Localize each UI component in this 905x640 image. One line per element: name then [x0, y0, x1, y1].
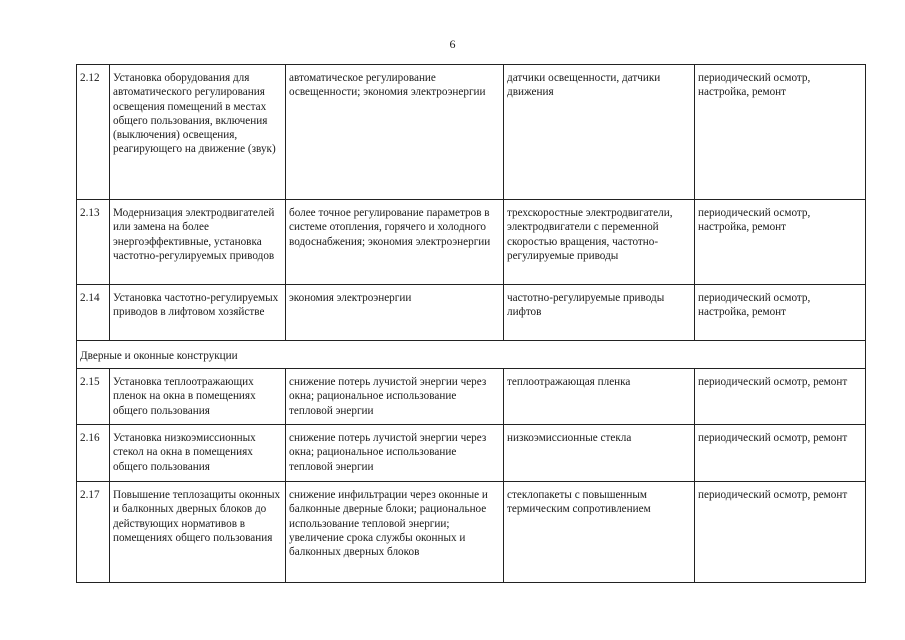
effect-cell: снижение потерь лучистой энергии через окна; рациональное использование тепловой энергии [286, 425, 504, 482]
equipment-cell: низкоэмиссионные стекла [504, 425, 695, 482]
service-cell: периодический осмотр, настройка, ремонт [695, 65, 866, 200]
measure-cell: Повышение теплозащиты оконных и балконных дверных блоков до действующих нормативов в помещениях общего пользования [110, 482, 286, 583]
measure-cell: Установка оборудования для автоматического регулирования освещения помещений в местах общего пользования, включения (выключения) освещения, реагирующего на движение (звук) [110, 65, 286, 200]
table-row [77, 65, 866, 200]
effect-cell: автоматическое регулирование освещенности; экономия электроэнергии [286, 65, 504, 200]
measures-table [76, 64, 866, 583]
measure-cell: Установка частотно-регулируемых приводов в лифтовом хозяйстве [110, 285, 286, 341]
row-number: 2.15 [77, 369, 110, 425]
effect-cell: снижение инфильтрации через оконные и балконные дверные блоки; рациональное использование тепловой энергии; увеличение срока службы оконных и балконных дверных блоков [286, 482, 504, 583]
service-cell: периодический осмотр, настройка, ремонт [695, 285, 866, 341]
service-cell: периодический осмотр, ремонт [695, 482, 866, 583]
equipment-cell: трехскоростные электродвигатели, электродвигатели с переменной скоростью вращения, частотно-регулируемые приводы [504, 200, 695, 285]
effect-cell: снижение потерь лучистой энергии через окна; рациональное использование тепловой энергии [286, 369, 504, 425]
table-row [77, 200, 866, 285]
row-number: 2.12 [77, 65, 110, 200]
effect-cell: экономия электроэнергии [286, 285, 504, 341]
service-cell: периодический осмотр, ремонт [695, 369, 866, 425]
service-cell: периодический осмотр, настройка, ремонт [695, 200, 866, 285]
table-row [77, 482, 866, 583]
row-number: 2.17 [77, 482, 110, 583]
effect-cell: более точное регулирование параметров в системе отопления, горячего и холодного водоснабжения; экономия электроэнергии [286, 200, 504, 285]
equipment-cell: теплоотражающая пленка [504, 369, 695, 425]
section-heading: Дверные и оконные конструкции [77, 341, 866, 369]
measure-cell: Установка низкоэмиссионных стекол на окна в помещениях общего пользования [110, 425, 286, 482]
table-row [77, 285, 866, 341]
service-cell: периодический осмотр, ремонт [695, 425, 866, 482]
row-number: 2.13 [77, 200, 110, 285]
measure-cell: Установка теплоотражающих пленок на окна в помещениях общего пользования [110, 369, 286, 425]
measure-cell: Модернизация электродвигателей или замена на более энергоэффективные, установка частотно-регулируемых приводов [110, 200, 286, 285]
equipment-cell: датчики освещенности, датчики движения [504, 65, 695, 200]
row-number: 2.16 [77, 425, 110, 482]
equipment-cell: стеклопакеты с повышенным термическим сопротивлением [504, 482, 695, 583]
table-row [77, 425, 866, 482]
table-row [77, 369, 866, 425]
row-number: 2.14 [77, 285, 110, 341]
section-row [77, 341, 866, 369]
page-number: 6 [449, 37, 456, 51]
equipment-cell: частотно-регулируемые приводы лифтов [504, 285, 695, 341]
